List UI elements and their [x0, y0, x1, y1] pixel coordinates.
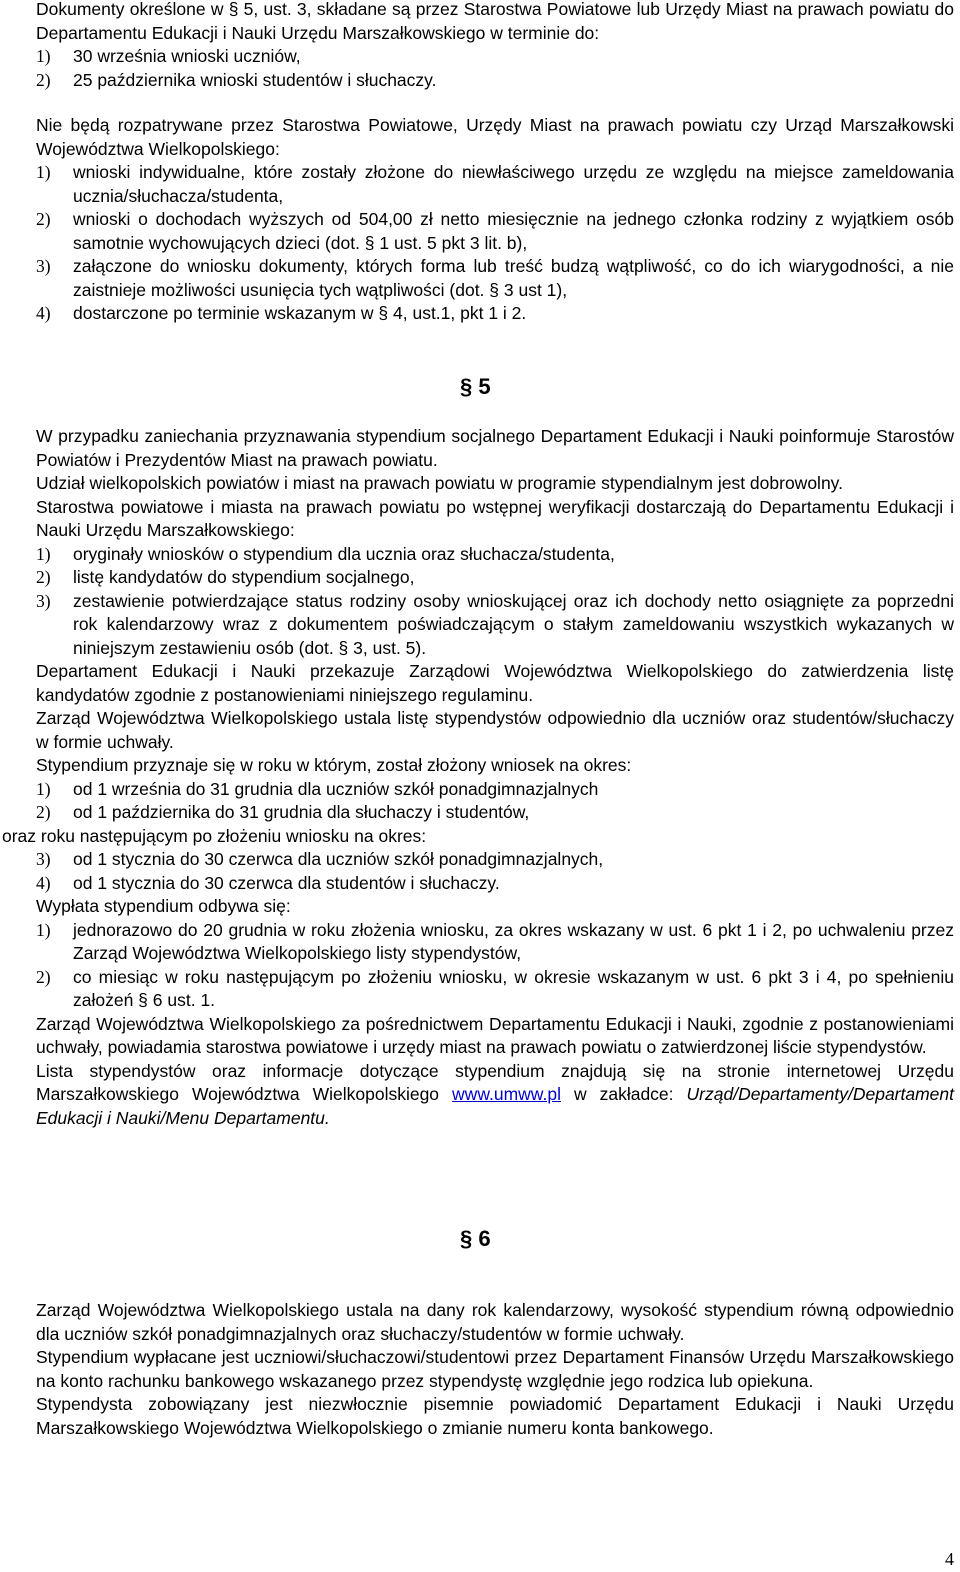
sub-number: 1)	[36, 46, 51, 66]
item-number	[2, 895, 36, 919]
s5-item-8	[2, 1013, 954, 1060]
top-item-2-sub-1	[2, 45, 954, 69]
section-5-body	[2, 425, 954, 1130]
page-number: 4	[945, 1549, 954, 1569]
item-number	[2, 1013, 36, 1037]
sub-text: od 1 września do 31 grudnia dla uczniów szkół ponadgimnazjalnych	[73, 778, 599, 799]
s5-item-6-sub-3	[2, 848, 954, 872]
item-number	[2, 1393, 36, 1417]
item-number	[2, 472, 36, 496]
top-item-3-sub-1	[2, 161, 954, 208]
s5-item-6-sub-4	[2, 872, 954, 896]
item-text: Departament Edukacji i Nauki przekazuje Zarządowi Województwa Wielkopolskiego do zatwierdzenia listę kandydatów zgodnie z postanowieniami niniejszego regulaminu.	[36, 661, 954, 705]
sub-number: 3)	[36, 849, 51, 869]
item-text: Stypendysta zobowiązany jest niezwłocznie pisemnie powiadomić Departament Edukacji i Nauki Urzędu Marszałkowskiego Województwa Wielkopolskiego o zmianie numeru konta bankowego.	[36, 1394, 954, 1438]
sub-text: od 1 stycznia do 30 czerwca dla studentów i słuchaczy.	[73, 872, 500, 893]
item-text: W przypadku zaniechania przyznawania stypendium socjalnego Departament Edukacji i Nauki poinformuje Starostów Powiatów i Prezydentów Miast na prawach powiatu.	[36, 426, 954, 470]
item-text: Udział wielkopolskich powiatów i miast na prawach powiatu w programie stypendialnym jest dobrowolny.	[36, 473, 843, 493]
sub-text: wnioski indywidualne, które zostały złożone do niewłaściwego urzędu ze względu na miejsce zameldowania ucznia/słuchacza/studenta,	[73, 162, 954, 206]
item-text: Zarząd Województwa Wielkopolskiego ustala listę stypendystów odpowiednio dla uczniów oraz studentów/słuchaczy w formie uchwały.	[36, 708, 954, 752]
item-text: Wypłata stypendium odbywa się:	[36, 896, 291, 916]
item-number	[2, 1346, 36, 1370]
sub-number: 2)	[36, 802, 51, 822]
sub-number: 2)	[36, 966, 51, 987]
item-number	[2, 660, 36, 684]
item-number	[2, 707, 36, 731]
sub-number: 1)	[36, 543, 51, 564]
s5-item-3-sub-3	[2, 590, 954, 661]
s5-item-1	[2, 425, 954, 472]
item-number	[2, 1060, 36, 1084]
section-5-heading: § 5	[460, 374, 491, 399]
item-text-after-link: w zakładce:	[560, 1084, 687, 1104]
s5-item-3-sub-2	[2, 566, 954, 590]
sub-text: wnioski o dochodach wyższych od 504,00 zł netto miesięcznie na jednego członka rodziny z wyjątkiem osób samotnie wychowujących dzieci (dot. § 1 ust. 5 pkt 3 lit. b),	[73, 209, 954, 253]
sub-text: 25 października wnioski studentów i słuchaczy.	[73, 69, 437, 90]
item-text: Zarząd Województwa Wielkopolskiego za pośrednictwem Departamentu Edukacji i Nauki, zgodnie z postanowieniami uchwały, powiadamia starostwa powiatowe i urzędy miast na prawach powiatu o zatwierdzonej liście stypendystów.	[36, 1013, 954, 1057]
item-number	[2, 496, 36, 520]
sub-text: oryginały wniosków o stypendium dla ucznia oraz słuchacza/studenta,	[73, 543, 615, 564]
section-6-body	[2, 1299, 954, 1440]
top-item-2	[2, 0, 954, 45]
sub-text: co miesiąc w roku następującym po złożeniu wniosku, w okresie wskazanym w ust. 6 pkt 3 i 4, po spełnieniu założeń § 6 ust. 1.	[73, 966, 954, 1010]
sub-number: 2)	[36, 209, 51, 229]
top-item-2-sub-2	[2, 69, 954, 93]
s5-item-9	[2, 1060, 954, 1131]
sub-number: 3)	[36, 256, 51, 276]
item-text: Dokumenty określone w § 5, ust. 3, składane są przez Starostwa Powiatowe lub Urzędy Miast na prawach powiatu do Departamentu Edukacji i Nauki Urzędu Marszałkowskiego w terminie do:	[36, 0, 954, 43]
s5-item-6	[2, 754, 954, 778]
s6-item-3	[2, 1393, 954, 1440]
sub-number: 4)	[36, 303, 51, 323]
item-number	[2, 114, 36, 138]
sub-text: jednorazowo do 20 grudnia w roku złożenia wniosku, za okres wskazany w ust. 6 pkt 1 i 2, po uchwaleniu przez Zarząd Województwa Wielkopolskiego listy stypendystów,	[73, 919, 954, 963]
item-text: Stypendium przyznaje się w roku w którym, został złożony wniosek na okres:	[36, 755, 632, 775]
item-text: Stypendium wypłacane jest uczniowi/słuchaczowi/studentowi przez Departament Finansów Urzędu Marszałkowskiego na konto rachunku bankowego wskazanego przez stypendystę względnie jego rodzica lub opiekuna.	[36, 1347, 954, 1391]
s5-item-7-sub-1	[2, 919, 954, 966]
sub-text: od 1 października do 31 grudnia dla słuchaczy i studentów,	[73, 802, 530, 822]
sub-number: 2)	[36, 69, 51, 90]
top-item-3-sub-3	[2, 255, 954, 302]
top-item-3-sub-4	[2, 302, 954, 326]
item-text: Starostwa powiatowe i miasta na prawach powiatu po wstępnej weryfikacji dostarczają do Departamentu Edukacji i Nauki Urzędu Marszałkowskiego:	[36, 496, 954, 540]
s5-item-6-sub-1	[2, 778, 954, 802]
item-number	[2, 754, 36, 778]
sub-number: 1)	[36, 778, 51, 799]
sub-number: 4)	[36, 872, 51, 893]
s5-item-5	[2, 707, 954, 754]
s5-item-7-sub-2	[2, 966, 954, 1013]
s5-item-7	[2, 895, 954, 919]
sub-number: 2)	[36, 567, 51, 587]
top-item-3-sub-2	[2, 208, 954, 255]
s5-item-6-mid-text: oraz roku następującym po złożeniu wniosku na okres:	[2, 825, 427, 846]
sub-text: 30 września wnioski uczniów,	[73, 46, 301, 66]
section-6-heading: § 6	[460, 1226, 491, 1251]
website-path: Urząd/Departamenty/Departament Edukacji i Nauki/Menu Departamentu.	[36, 1084, 955, 1128]
item-text: Nie będą rozpatrywane przez Starostwa Powiatowe, Urzędy Miast na prawach powiatu czy Urząd Marszałkowski Województwa Wielkopolskiego:	[36, 115, 954, 159]
sub-text: dostarczone po terminie wskazanym w § 4, ust.1, pkt 1 i 2.	[73, 303, 527, 323]
sub-number: 3)	[36, 590, 51, 611]
item-number	[2, 1299, 36, 1323]
item-number	[2, 0, 36, 22]
s5-item-3-sub-1	[2, 543, 954, 567]
top-section	[2, 0, 954, 92]
s5-item-6-sub-2	[2, 801, 954, 825]
item-number	[2, 425, 36, 449]
item-text: Zarząd Województwa Wielkopolskiego ustala na dany rok kalendarzowy, wysokość stypendium równą odpowiednio dla uczniów szkół ponadgimnazjalnych oraz słuchaczy/studentów w formie uchwały.	[36, 1300, 954, 1344]
top-item-3	[2, 114, 954, 161]
sub-text: listę kandydatów do stypendium socjalnego,	[73, 567, 415, 587]
sub-number: 1)	[36, 162, 51, 182]
s5-item-4	[2, 660, 954, 707]
item-text: Lista stypendystów oraz informacje dotyczące stypendium znajdują się na stronie internetowej Urzędu Marszałkowskiego Województwa Wielkopolskiego	[36, 1060, 954, 1104]
sub-text: od 1 stycznia do 30 czerwca dla uczniów szkół ponadgimnazjalnych,	[73, 849, 604, 869]
s6-item-1	[2, 1299, 954, 1346]
umww-website-link[interactable]: www.umww.pl	[452, 1084, 561, 1104]
sub-text: załączone do wniosku dokumenty, których forma lub treść budzą wątpliwość, co do ich wiarygodności, a nie zaistnieje możliwości usunięcia tych wątpliwości (dot. § 3 ust 1),	[73, 256, 954, 300]
sub-number: 1)	[36, 919, 51, 940]
top-item-3-block	[2, 114, 954, 326]
s5-item-2	[2, 472, 954, 496]
s5-item-3	[2, 496, 954, 543]
s6-item-2	[2, 1346, 954, 1393]
sub-text: zestawienie potwierdzające status rodziny osoby wnioskującej oraz ich dochody netto osiągnięte za poprzedni rok kalendarzowy wraz z dokumentem poświadczającym o stałym zameldowaniu wszystkich wykazanych w niniejszym zestawieniu osób (dot. § 3, ust. 5).	[73, 590, 954, 658]
